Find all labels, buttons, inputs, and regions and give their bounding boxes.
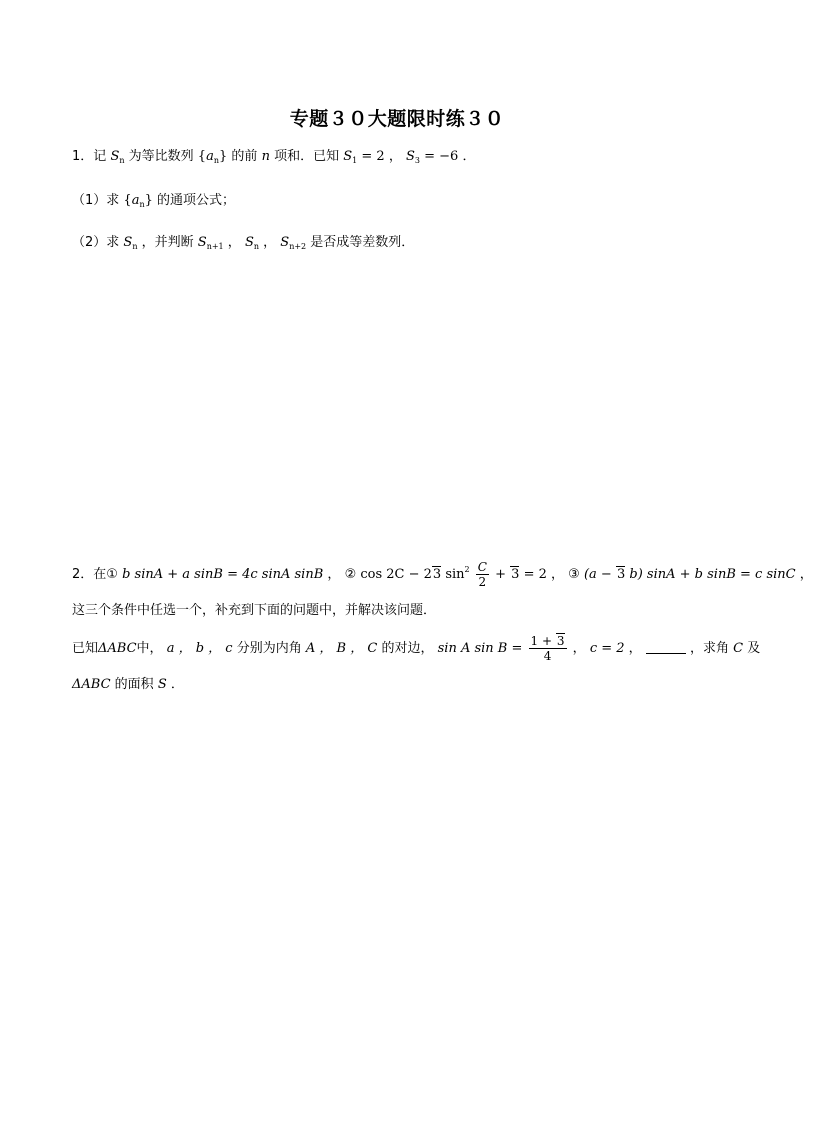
sqrt-3: 3 (432, 567, 442, 582)
math-s1: $S_1$ (343, 149, 358, 165)
text: ，求角 (689, 641, 729, 656)
text: ， (551, 567, 565, 582)
math-sn: $S_n$ (244, 235, 259, 251)
math-sn: $S_n$ (123, 235, 138, 251)
math-angles: A ， B ， C (305, 641, 378, 656)
text: ， (263, 235, 277, 250)
math-n: n (261, 149, 270, 164)
condition-mark-3: ③ (568, 567, 580, 582)
question-number: 2． (72, 567, 94, 582)
math-an-seq: $\{a_n\}$ (197, 149, 228, 165)
text: 的通项公式； (157, 193, 236, 208)
condition-mark-1: ① (106, 567, 118, 582)
text: 1 + (530, 634, 553, 648)
math-triangle: ΔABC (98, 641, 137, 656)
math-sides: a ， b ， c (166, 641, 233, 656)
text: ， (572, 641, 586, 656)
math-sn-plus-1: $S_{n+1}$ (197, 235, 224, 251)
text: sin (445, 567, 465, 582)
question-2-problem (72, 634, 760, 663)
page-title: 专题３０大题限时练３０ (289, 108, 505, 130)
text: 项和．已知 (274, 149, 340, 164)
text: + (495, 567, 507, 582)
text: ， (327, 567, 341, 582)
text: ， (227, 235, 241, 250)
math-sn-plus-2: $S_{n+2}$ (280, 235, 307, 251)
text: = 2 (523, 567, 547, 582)
math-s3: $S_3$ (405, 149, 420, 165)
question-2-problem-end (72, 676, 184, 694)
math-area-s: S (157, 677, 167, 692)
numerator (529, 634, 567, 649)
condition-1-expr: b sinA + a sinB = 4c sinA sinB (122, 567, 324, 582)
text: 的面积 (114, 677, 154, 692)
text: 的前 (231, 149, 258, 164)
math-triangle: ΔABC (72, 677, 111, 692)
numerator: C (477, 560, 487, 574)
text: 在 (93, 567, 107, 582)
text: （2）求 (72, 235, 120, 250)
math-angle-c: C (733, 641, 744, 656)
question-1-part-2 (72, 234, 414, 256)
math-s3-value: = −6 (424, 149, 459, 164)
math-c-value: c = 2 (589, 641, 625, 656)
text: ， (799, 567, 813, 582)
condition-mark-2: ② (344, 567, 357, 582)
sqrt-3: 3 (616, 567, 626, 582)
question-2-conditions (72, 560, 813, 589)
text: 分别为内角 (236, 641, 302, 656)
condition-3-expr-rest: b) sinA + b sinB = c sinC (629, 567, 796, 582)
question-number: 1． (72, 149, 94, 164)
math-an-seq: $\{a_n\}$ (123, 193, 153, 209)
text: （1）求 (72, 193, 120, 208)
text: ， (628, 641, 642, 656)
text: 记 (93, 149, 107, 164)
denominator: 4 (543, 649, 552, 663)
condition-3-expr: (a − (583, 567, 612, 582)
text: 为等比数列 (128, 149, 194, 164)
math-sn: $S_n$ (110, 149, 125, 165)
question-1-stem (72, 148, 475, 170)
text: 的对边， (381, 641, 434, 656)
text: ． (170, 677, 184, 692)
text: 已知 (72, 641, 99, 656)
condition-2-expr: cos 2C − 2 (360, 567, 432, 582)
question-1-part-1 (72, 192, 235, 214)
text: 是否成等差数列． (310, 235, 415, 250)
question-2-instruction: 这三个条件中任选一个，补充到下面的问题中，并解决该问题． (72, 603, 437, 618)
text: 中， (136, 641, 163, 656)
condition-2-sin (445, 567, 469, 582)
fraction-c-over-2 (476, 560, 489, 589)
math-sin-product: sin A sin B = (437, 641, 523, 656)
text: 及 (747, 641, 761, 656)
answer-blank[interactable] (646, 653, 686, 654)
exponent: 2 (464, 565, 470, 574)
text: ． (462, 149, 476, 164)
sqrt-3: 3 (511, 567, 520, 582)
text: ， (388, 149, 402, 164)
sqrt-3: 3 (556, 634, 565, 648)
text: ，并判断 (141, 235, 194, 250)
fraction-1-plus-sqrt3-over-4 (529, 634, 567, 663)
math-s1-value: = 2 (361, 149, 385, 164)
denominator: 2 (478, 575, 487, 589)
